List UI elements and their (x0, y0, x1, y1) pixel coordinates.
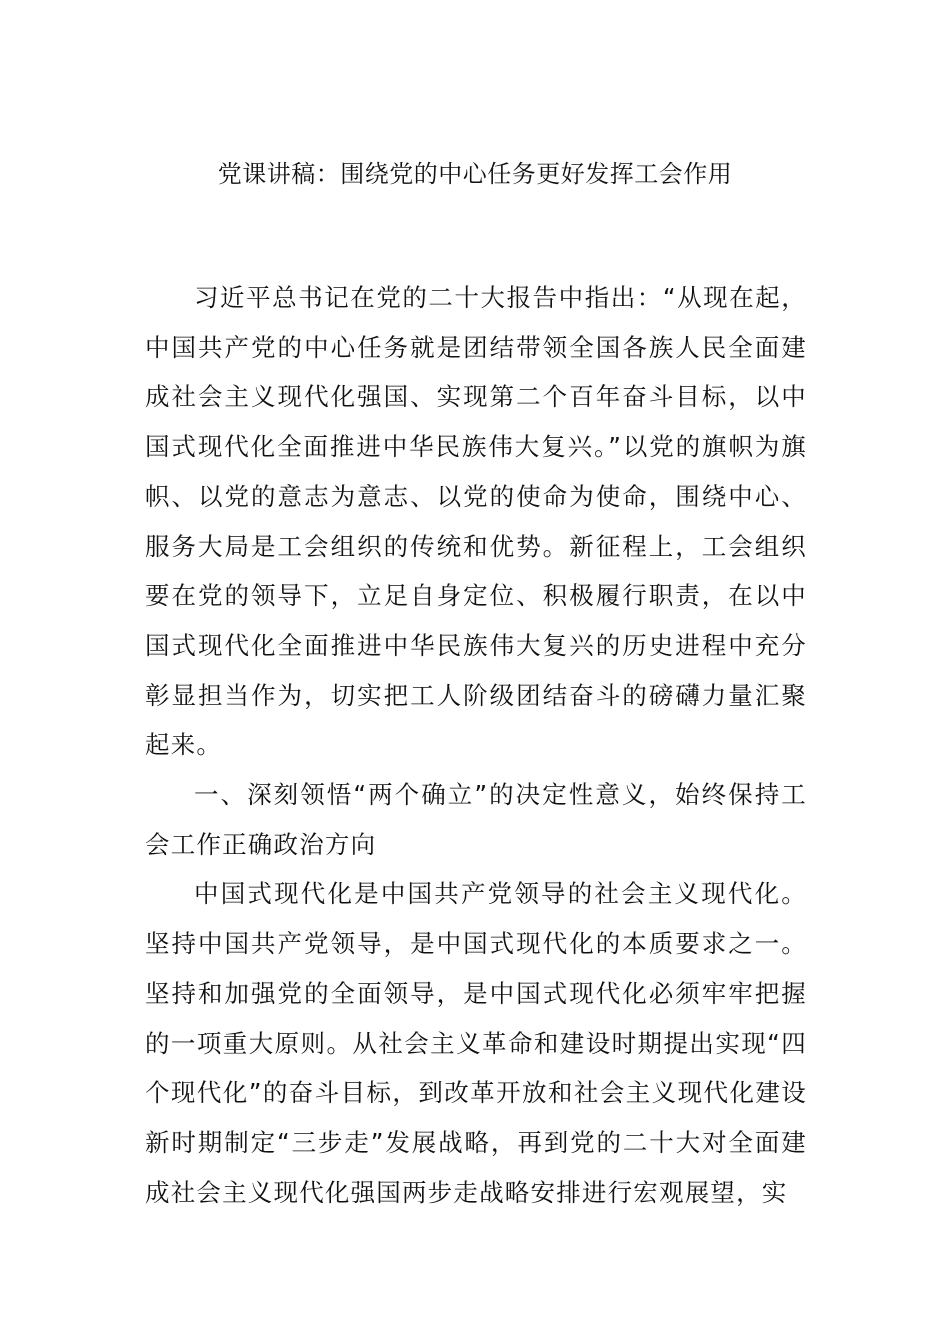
section-heading-1: 一、深刻领悟“两个确立”的决定性意义，始终保持工会工作正确政治方向 (145, 780, 807, 859)
document-body (145, 273, 807, 1217)
paragraph-section-1: 中国式现代化是中国共产党领导的社会主义现代化。坚持中国共产党领导，是中国式现代化的本质要求之一。坚持和加强党的全面领导，是中国式现代化必须牢牢把握的一项重大原则。从社会主义革命和建设时期提出实现“四个现代化”的奋斗目标，到改革开放和社会主义现代化建设新时期制定“三步走”发展战略，再到党的二十大对全面建成社会主义现代化强国两步走战略安排进行宏观展望，实 (145, 879, 807, 1207)
document-title: 党课讲稿：围绕党的中心任务更好发挥工会作用 (217, 160, 733, 188)
paragraph-intro: 习近平总书记在党的二十大报告中指出：“从现在起，中国共产党的中心任务就是团结带领全国各族人民全面建成社会主义现代化强国、实现第二个百年奋斗目标，以中国式现代化全面推进中华民族伟大复兴。”以党的旗帜为旗帜、以党的意志为意志、以党的使命为使命，围绕中心、服务大局是工会组织的传统和优势。新征程上，工会组织要在党的领导下，立足自身定位、积极履行职责，在以中国式现代化全面推进中华民族伟大复兴的历史进程中充分彰显担当作为，切实把工人阶级团结奋斗的磅礴力量汇聚起来。 (145, 283, 807, 760)
